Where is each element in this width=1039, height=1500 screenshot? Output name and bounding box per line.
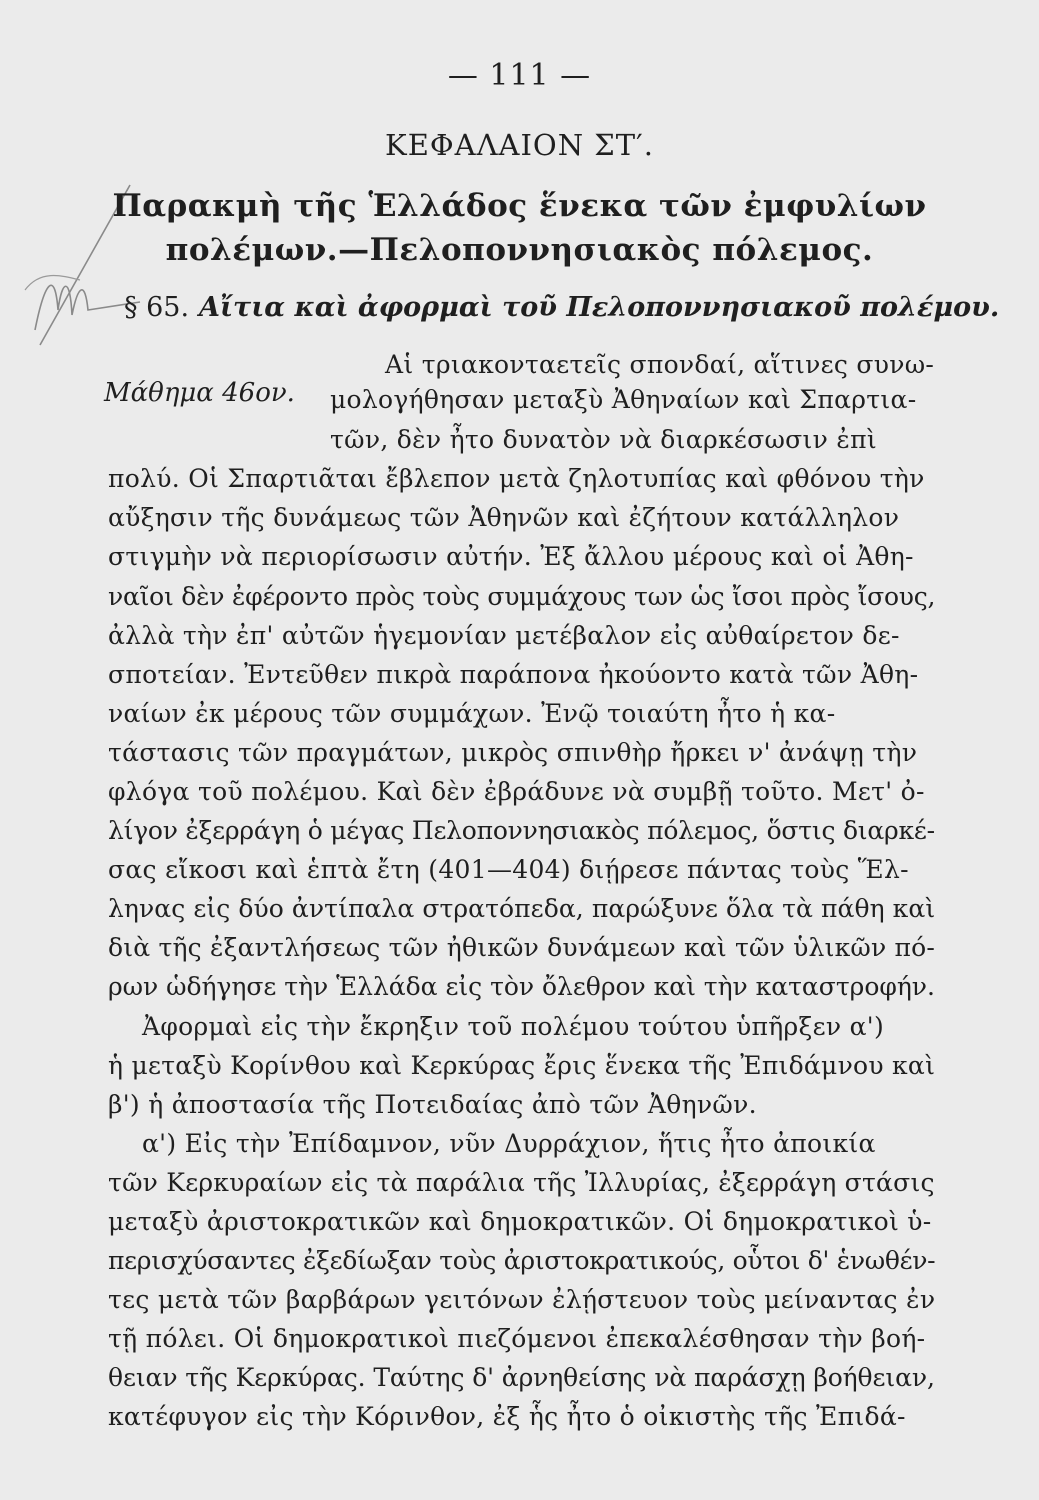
text-line: α') Εἰς τὴν Ἐπίδαμνον, νῦν Δυρράχιον, ἥτις ἦτο ἀποικία bbox=[142, 1129, 876, 1158]
text-line: ναίων ἐκ μέρους τῶν συμμάχων. Ἐνῷ τοιαύτη ἦτο ἡ κα- bbox=[108, 699, 836, 728]
text-line: τῶν, δὲν ἦτο δυνατὸν νὰ διαρκέσωσιν ἐπὶ bbox=[330, 425, 877, 454]
text-line: κατέφυγον εἰς τὴν Κόρινθον, ἐξ ἧς ἦτο ὁ οἰκιστὴς τῆς Ἐπιδά- bbox=[108, 1402, 906, 1431]
chapter-heading: ΚΕΦΑΛΑΙΟΝ ΣΤ′. bbox=[385, 128, 654, 162]
text-line: Ἀφορμαὶ εἰς τὴν ἔκρηξιν τοῦ πολέμου τούτου ὑπῆρξεν α') bbox=[142, 1012, 885, 1041]
text-line: πολύ. Οἱ Σπαρτιᾶται ἔβλεπον μετὰ ζηλοτυπίας καὶ φθόνου τὴν bbox=[108, 464, 925, 493]
section-number: § 65. bbox=[124, 292, 190, 323]
text-line: διὰ τῆς ἐξαντλήσεως τῶν ἠθικῶν δυνάμεων καὶ τῶν ὑλικῶν πό- bbox=[108, 933, 936, 962]
chapter-title-line-1: Παρακμὴ τῆς Ἑλλάδος ἕνεκα τῶν ἐμφυλίων bbox=[112, 188, 927, 224]
text-line: ληνας εἰς δύο ἀντίπαλα στρατόπεδα, παρώξυνε ὅλα τὰ πάθη καὶ bbox=[108, 894, 936, 923]
text-line: ἀλλὰ τὴν ἐπ' αὐτῶν ἡγεμονίαν μετέβαλον εἰς αὐθαίρετον δε- bbox=[108, 621, 900, 650]
text-line: τάστασις τῶν πραγμάτων, μικρὸς σπινθὴρ ἤρκει ν' ἀνάψῃ τὴν bbox=[108, 738, 918, 767]
margin-note-lesson: Μάθημα 46ον. bbox=[104, 378, 295, 408]
text-line: στιγμὴν νὰ περιορίσωσιν αὐτήν. Ἐξ ἄλλου μέρους καὶ οἱ Ἀθη- bbox=[108, 542, 914, 571]
text-line: ναῖοι δὲν ἐφέροντο πρὸς τοὺς συμμάχους των ὡς ἴσοι πρὸς ἴσους, bbox=[108, 582, 936, 611]
chapter-title-line-2: πολέμων.—Πελοποννησιακὸς πόλεμος. bbox=[165, 232, 874, 268]
text-line: θειαν τῆς Κερκύρας. Ταύτης δ' ἀρνηθείσης νὰ παράσχῃ βοήθειαν, bbox=[108, 1363, 935, 1392]
text-line: περισχύσαντες ἐξεδίωξαν τοὺς ἀριστοκρατικούς, οὗτοι δ' ἑνωθέν- bbox=[108, 1246, 936, 1275]
text-line: ἡ μεταξὺ Κορίνθου καὶ Κερκύρας ἔρις ἕνεκα τῆς Ἐπιδάμνου καὶ bbox=[108, 1051, 936, 1080]
section-heading bbox=[124, 292, 999, 323]
text-line: τῶν Κερκυραίων εἰς τὰ παράλια τῆς Ἰλλυρίας, ἐξερράγη στάσις bbox=[108, 1168, 935, 1197]
text-line: μολογήθησαν μεταξὺ Ἀθηναίων καὶ Σπαρτια- bbox=[330, 385, 917, 414]
text-line: β') ἡ ἀποστασία τῆς Ποτειδαίας ἀπὸ τῶν Ἀθηνῶν. bbox=[108, 1090, 757, 1119]
text-line: τῇ πόλει. Οἱ δημοκρατικοὶ πιεζόμενοι ἐπεκαλέσθησαν τὴν βοή- bbox=[108, 1324, 926, 1353]
text-line: αὔξησιν τῆς δυνάμεως τῶν Ἀθηνῶν καὶ ἐζήτουν κατάλληλον bbox=[108, 503, 900, 532]
text-line: ρων ὡδήγησε τὴν Ἑλλάδα εἰς τὸν ὄλεθρον καὶ τὴν καταστροφήν. bbox=[108, 972, 935, 1001]
text-line: σας εἴκοσι καὶ ἑπτὰ ἔτη (401—404) διῄρεσε πάντας τοὺς Ἕλ- bbox=[108, 855, 909, 884]
text-line: Αἱ τριακονταετεῖς σπονδαί, αἵτινες συνω- bbox=[385, 350, 935, 379]
text-line: μεταξὺ ἀριστοκρατικῶν καὶ δημοκρατικῶν. Οἱ δημοκρατικοὶ ὑ- bbox=[108, 1207, 932, 1236]
text-line: φλόγα τοῦ πολέμου. Καὶ δὲν ἐβράδυνε νὰ συμβῇ τοῦτο. Μετ' ὀ- bbox=[108, 777, 925, 806]
section-title: Αἴτια καὶ ἀφορμαὶ τοῦ Πελοποννησιακοῦ πολέμου. bbox=[199, 292, 1000, 323]
text-line: λίγον ἐξερράγη ὁ μέγας Πελοποννησιακὸς πόλεμος, ὅστις διαρκέ- bbox=[108, 816, 935, 845]
page-number: — 111 — bbox=[447, 58, 592, 93]
text-line: σποτείαν. Ἐντεῦθεν πικρὰ παράπονα ἠκούοντο κατὰ τῶν Ἀθη- bbox=[108, 660, 919, 689]
text-line: τες μετὰ τῶν βαρβάρων γειτόνων ἐλῄστευον τοὺς μείναντας ἐν bbox=[108, 1285, 936, 1314]
